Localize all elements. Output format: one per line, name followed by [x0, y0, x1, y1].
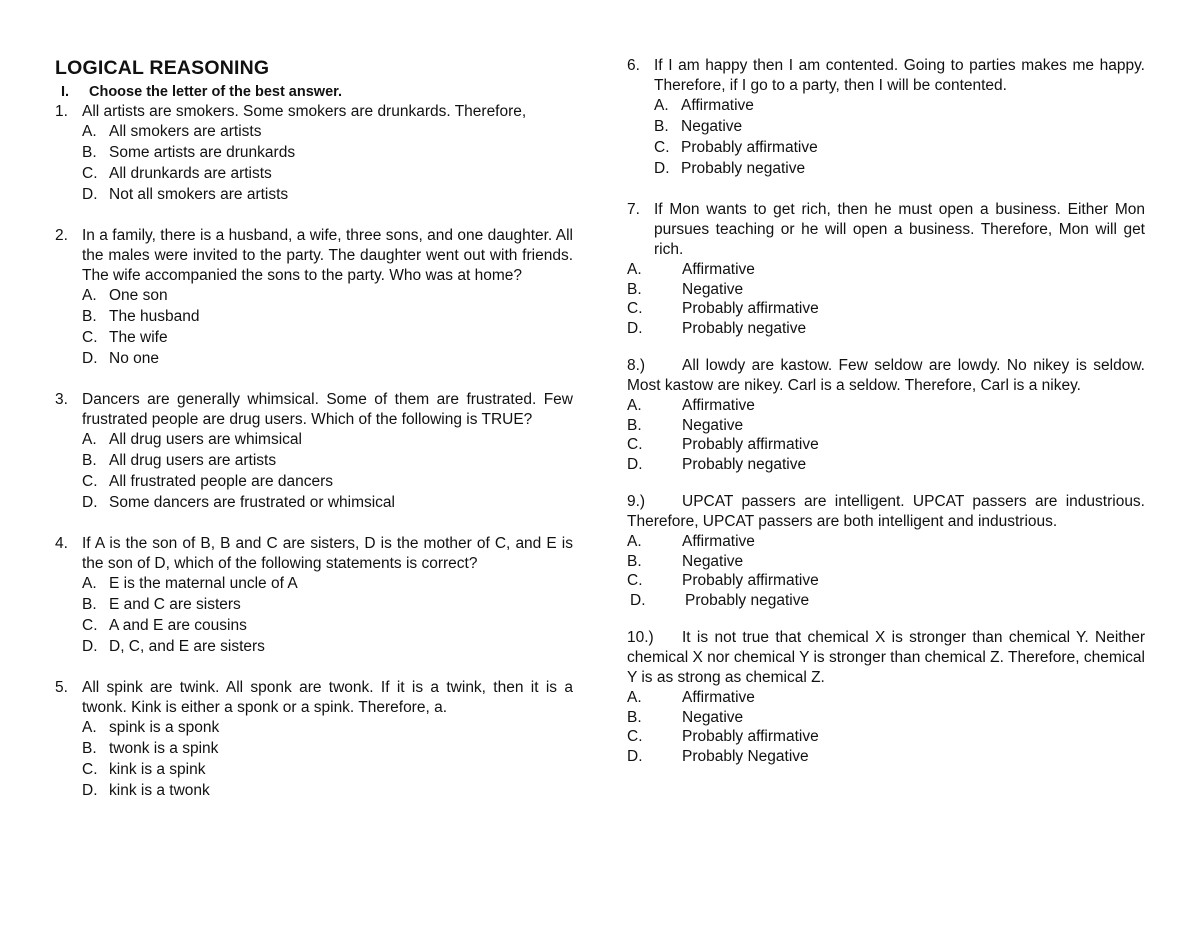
option-text: Negative [682, 708, 744, 726]
option-d[interactable] [82, 349, 573, 370]
option-d[interactable] [82, 493, 573, 514]
question-number: 10.) [627, 629, 654, 646]
option-letter: D. [654, 160, 670, 177]
option-text: Not all smokers are artists [109, 186, 289, 203]
option-text: All drug users are artists [109, 452, 277, 469]
option-text: Affirmative [682, 533, 755, 550]
option-letter: C. [627, 728, 643, 745]
option-letter: A. [627, 689, 642, 706]
option-text: spink is a sponk [109, 719, 220, 736]
option-a[interactable] [82, 122, 573, 143]
option-letter: B. [627, 708, 642, 726]
question-number: 7. [627, 201, 640, 218]
option-letter: C. [82, 329, 98, 346]
question-10 [627, 628, 1145, 766]
option-b[interactable] [627, 416, 1145, 436]
option-text: No one [109, 350, 159, 367]
option-c[interactable] [654, 138, 1145, 159]
option-letter: D. [82, 350, 98, 367]
option-letter: C. [627, 436, 643, 453]
option-a[interactable] [82, 574, 573, 595]
option-letter: D. [82, 186, 98, 203]
option-c[interactable] [82, 760, 573, 781]
option-text: Some dancers are frustrated or whimsical [109, 494, 396, 511]
option-c[interactable] [82, 616, 573, 637]
option-text: Probably affirmative [682, 572, 819, 589]
question-6 [627, 56, 1145, 180]
option-b[interactable] [654, 117, 1145, 138]
option-text: Negative [682, 552, 744, 570]
option-letter: A. [82, 123, 97, 140]
option-letter: A. [654, 97, 669, 114]
option-a[interactable] [82, 286, 573, 307]
option-text: twonk is a spink [109, 740, 219, 757]
option-letter: C. [654, 139, 670, 156]
option-a[interactable] [627, 260, 1145, 280]
option-text: Probably Negative [682, 747, 809, 765]
question-text: If Mon wants to get rich, then he must open a business. Either Mon pursues teaching or he will open a business. Therefore, Mon will get rich. [654, 201, 1145, 258]
option-d[interactable] [627, 591, 1145, 611]
option-letter: B. [627, 552, 642, 570]
option-d[interactable] [654, 159, 1145, 180]
option-letter: B. [82, 308, 97, 325]
option-text: All frustrated people are dancers [109, 473, 334, 490]
option-letter: C. [627, 300, 643, 317]
option-a[interactable] [627, 688, 1145, 708]
left-column [55, 56, 573, 822]
option-b[interactable] [82, 307, 573, 328]
option-d[interactable] [82, 185, 573, 206]
option-letter: B. [627, 416, 642, 434]
option-letter: B. [627, 280, 642, 298]
option-b[interactable] [627, 280, 1145, 300]
question-number: 1. [55, 103, 68, 120]
option-letter: D. [627, 747, 643, 765]
option-a[interactable] [627, 532, 1145, 552]
option-letter: A. [82, 431, 97, 448]
question-text: If A is the son of B, B and C are sisters, D is the mother of C, and E is the son of D, which of the following statements is correct? [82, 535, 573, 572]
option-text: E is the maternal uncle of A [109, 575, 298, 592]
instruction-text: Choose the letter of the best answer. [89, 84, 342, 100]
option-letter: A. [627, 261, 642, 278]
question-number: 2. [55, 227, 68, 244]
option-d[interactable] [82, 637, 573, 658]
instruction-roman: I. [61, 84, 70, 100]
question-text: It is not true that chemical X is stronger than chemical Y. Neither chemical X nor chemical Y is stronger than chemical Z. Therefore, chemical Y is as strong as chemical Z. [627, 629, 1145, 686]
option-a[interactable] [82, 430, 573, 451]
page-title: LOGICAL REASONING [55, 57, 270, 79]
option-text: Probably affirmative [682, 300, 819, 317]
option-text: kink is a twonk [109, 782, 210, 799]
question-text: All spink are twink. All sponk are twonk. If it is a twink, then it is a twonk. Kink is either a sponk or a spink. Therefore, a. [82, 679, 573, 716]
option-b[interactable] [627, 552, 1145, 572]
option-text: D, C, and E are sisters [109, 638, 265, 655]
option-letter: A. [627, 533, 642, 550]
option-c[interactable] [627, 299, 1145, 319]
question-text: Dancers are generally whimsical. Some of them are frustrated. Few frustrated people are drug users. Which of the following is TRUE? [82, 391, 573, 428]
option-letter: D. [82, 494, 98, 511]
option-letter: A. [82, 575, 97, 592]
option-a[interactable] [627, 396, 1145, 416]
option-text: Affirmative [681, 97, 754, 114]
question-text: All artists are smokers. Some smokers are drunkards. Therefore, [82, 103, 527, 120]
option-d[interactable] [82, 781, 573, 802]
option-letter: C. [82, 617, 98, 634]
question-3 [55, 390, 573, 514]
question-2 [55, 226, 573, 370]
option-letter: B. [82, 452, 97, 469]
question-text: If I am happy then I am contented. Going to parties makes me happy. Therefore, if I go to a party, then I will be contented. [654, 57, 1145, 94]
option-text: Affirmative [682, 261, 755, 278]
option-b[interactable] [627, 708, 1145, 728]
option-text: kink is a spink [109, 761, 206, 778]
option-letter: D. [627, 455, 643, 473]
option-text: All drunkards are artists [109, 165, 272, 182]
option-letter: A. [627, 397, 642, 414]
option-letter: B. [82, 740, 97, 757]
right-column [627, 56, 1145, 784]
question-1 [55, 102, 573, 206]
option-text: One son [109, 287, 168, 304]
option-letter: A. [82, 287, 97, 304]
option-text: E and C are sisters [109, 596, 241, 613]
question-number: 5. [55, 679, 68, 696]
option-text: All smokers are artists [109, 123, 262, 140]
option-letter: C. [82, 761, 98, 778]
option-letter: D. [82, 638, 98, 655]
question-number: 6. [627, 57, 640, 74]
question-number: 9.) [627, 493, 646, 510]
option-letter: D. [627, 319, 643, 337]
option-c[interactable] [627, 727, 1145, 747]
option-b[interactable] [82, 451, 573, 472]
option-c[interactable] [82, 164, 573, 185]
option-c[interactable] [627, 435, 1145, 455]
option-text: Probably negative [685, 591, 810, 609]
option-text: Affirmative [682, 689, 755, 706]
option-d[interactable] [627, 747, 1145, 767]
option-b[interactable] [82, 595, 573, 616]
question-number: 3. [55, 391, 68, 408]
option-c[interactable] [82, 328, 573, 349]
question-5 [55, 678, 573, 802]
option-text: The husband [109, 308, 200, 325]
question-9 [627, 492, 1145, 610]
option-b[interactable] [82, 739, 573, 760]
option-letter: C. [82, 473, 98, 490]
option-text: Probably affirmative [681, 139, 818, 156]
question-text: In a family, there is a husband, a wife, three sons, and one daughter. All the males were invited to the party. The daughter went out with friends. The wife accompanied the sons to the party. Who was at home? [82, 227, 573, 284]
option-text: Affirmative [682, 397, 755, 414]
option-c[interactable] [82, 472, 573, 493]
question-number: 8.) [627, 357, 646, 374]
option-letter: B. [82, 596, 97, 613]
option-text: Some artists are drunkards [109, 144, 296, 161]
instruction [55, 82, 573, 102]
question-number: 4. [55, 535, 68, 552]
option-text: Probably negative [681, 160, 806, 177]
option-letter: C. [82, 165, 98, 182]
question-text: UPCAT passers are intelligent. UPCAT passers are industrious. Therefore, UPCAT passers are both intelligent and industrious. [627, 493, 1145, 530]
question-7 [627, 200, 1145, 338]
option-text: All drug users are whimsical [109, 431, 302, 448]
option-letter: B. [654, 118, 669, 135]
option-text: The wife [109, 329, 168, 346]
option-letter: C. [627, 572, 643, 589]
option-a[interactable] [654, 96, 1145, 117]
option-text: Probably affirmative [682, 436, 819, 453]
option-text: Probably negative [682, 455, 807, 473]
option-text: Probably negative [682, 319, 807, 337]
option-d[interactable] [627, 455, 1145, 475]
option-a[interactable] [82, 718, 573, 739]
question-4 [55, 534, 573, 658]
question-text: All lowdy are kastow. Few seldow are lowdy. No nikey is seldow. Most kastow are nikey. Carl is a seldow. Therefore, Carl is a nikey. [627, 357, 1145, 394]
option-letter: D. [82, 782, 98, 799]
option-b[interactable] [82, 143, 573, 164]
option-text: A and E are cousins [109, 617, 247, 634]
option-text: Negative [681, 118, 743, 135]
question-8 [627, 356, 1145, 474]
option-c[interactable] [627, 571, 1145, 591]
option-text: Probably affirmative [682, 728, 819, 745]
option-d[interactable] [627, 319, 1145, 339]
option-letter: B. [82, 144, 97, 161]
option-letter: D. [630, 591, 646, 609]
option-letter: A. [82, 719, 97, 736]
option-text: Negative [682, 416, 744, 434]
option-text: Negative [682, 280, 744, 298]
